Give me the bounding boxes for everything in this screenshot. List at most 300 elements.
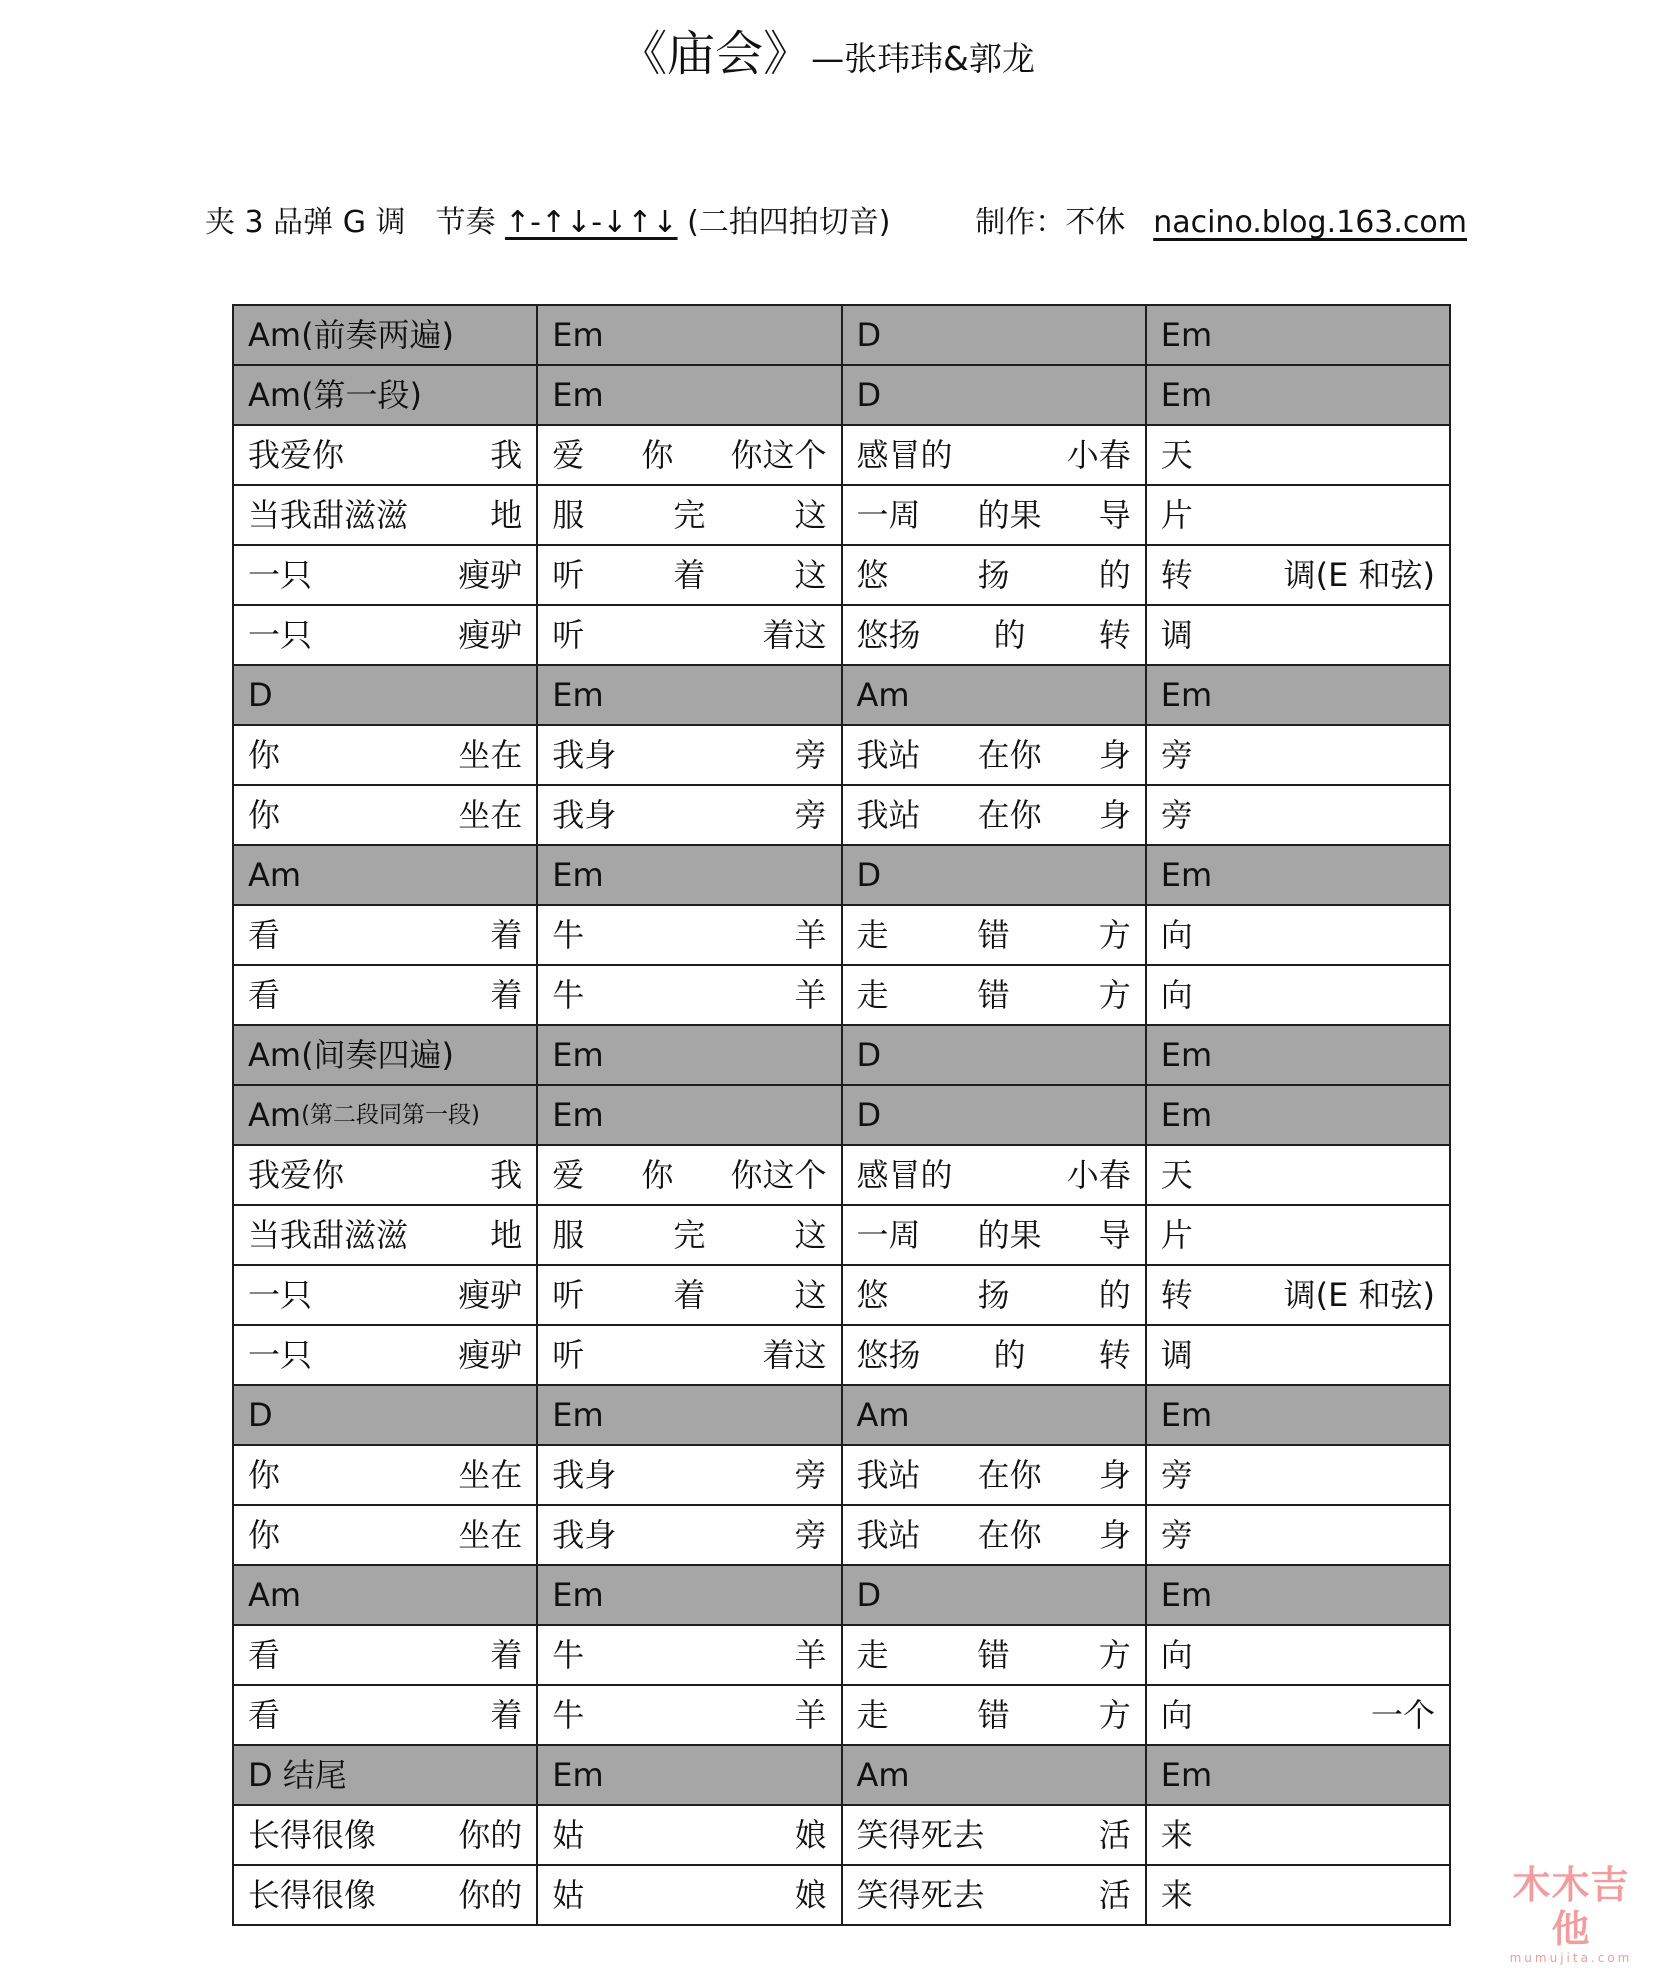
lyric-segment: 着 (673, 556, 706, 594)
chord-cell (842, 845, 1146, 905)
cell-content (552, 1216, 826, 1254)
lyric-segment: 我身 (552, 1516, 617, 1554)
lyric-segment: 一个 (1370, 1696, 1435, 1734)
lyric-segment: 转 (1160, 1276, 1193, 1314)
lyric-segment: 我爱你 (248, 1156, 345, 1194)
lyric-cell (1146, 485, 1450, 545)
chord-row (233, 1385, 1450, 1445)
watermark-sub: mumujita.com (1509, 1951, 1633, 1965)
chord-cell (842, 1085, 1146, 1145)
cell-content (857, 1756, 1131, 1794)
lyric-cell (842, 965, 1146, 1025)
cell-content (857, 736, 1131, 774)
lyric-segment: 爱 (552, 1156, 585, 1194)
chord-cell (537, 1565, 841, 1625)
lyric-segment: 的果 (977, 496, 1042, 534)
lyric-cell (1146, 1445, 1450, 1505)
lyric-segment: 扬 (977, 556, 1010, 594)
lyric-cell (842, 545, 1146, 605)
chord-cell (1146, 665, 1450, 725)
chord-text: Am (248, 856, 302, 894)
cell-content (552, 1816, 826, 1854)
cell-content (552, 1156, 826, 1194)
lyric-cell (233, 1505, 537, 1565)
chord-cell (842, 365, 1146, 425)
lyric-segment: 走 (856, 916, 889, 954)
lyric-segment: 你 (641, 436, 674, 474)
lyric-segment: 牛 (552, 1696, 585, 1734)
cell-content (248, 856, 522, 894)
chord-text: D (856, 856, 882, 894)
cell-content (552, 1096, 826, 1134)
lyric-segment: 走 (856, 1696, 889, 1734)
lyric-cell (842, 1325, 1146, 1385)
lyric-segment: 你 (641, 1156, 674, 1194)
chord-text: Am (248, 1096, 302, 1134)
lyric-segment: 旁 (1160, 796, 1193, 834)
chord-text: Em (552, 376, 604, 414)
lyric-segment: 我身 (552, 736, 617, 774)
lyric-cell (1146, 1145, 1450, 1205)
lyric-cell (233, 1145, 537, 1205)
cell-content (857, 976, 1131, 1014)
lyric-segment: 羊 (794, 916, 827, 954)
cell-content (857, 1576, 1131, 1614)
cell-content (857, 1456, 1131, 1494)
chord-cell (842, 1385, 1146, 1445)
cell-content (857, 1036, 1131, 1074)
cell-content (1161, 1816, 1435, 1854)
cell-content (857, 1396, 1131, 1434)
lyric-row (233, 785, 1450, 845)
lyric-segment: 地 (490, 1216, 523, 1254)
lyric-segment: 错 (977, 916, 1010, 954)
lyric-cell (1146, 1325, 1450, 1385)
chord-cell (233, 1745, 537, 1805)
lyric-segment: 你的 (458, 1816, 523, 1854)
lyric-cell (233, 1205, 537, 1265)
lyric-segment: 旁 (794, 1516, 827, 1554)
cell-content (1161, 496, 1435, 534)
lyric-segment: 调 (1160, 1336, 1193, 1374)
lyric-cell (537, 725, 841, 785)
lyric-segment: 的 (1098, 1276, 1131, 1314)
chord-cell (537, 365, 841, 425)
cell-content (552, 496, 826, 534)
cell-content (857, 1336, 1131, 1374)
lyric-segment: 这 (794, 556, 827, 594)
chord-cell (1146, 1565, 1450, 1625)
lyric-segment: 扬 (977, 1276, 1010, 1314)
lyric-row (233, 1265, 1450, 1325)
lyric-segment: 长得很像 (248, 1816, 377, 1854)
lyric-cell (233, 425, 537, 485)
chord-text: D (856, 1096, 882, 1134)
lyric-row (233, 425, 1450, 485)
lyric-cell (233, 545, 537, 605)
lyric-segment: 我站 (856, 796, 921, 834)
lyric-cell (1146, 1865, 1450, 1925)
cell-content (552, 796, 826, 834)
lyric-segment: 瘦驴 (458, 1276, 523, 1314)
chord-text: Em (1160, 1096, 1213, 1134)
lyric-segment: 我站 (856, 736, 921, 774)
lyric-segment: 着 (673, 1276, 706, 1314)
cell-content (248, 1096, 522, 1134)
chord-cell (537, 1085, 841, 1145)
chord-cell (233, 1565, 537, 1625)
lyric-segment: 牛 (552, 1636, 585, 1674)
lyric-cell (537, 965, 841, 1025)
chord-text: D (248, 676, 273, 714)
lyric-segment: 你 (248, 1516, 281, 1554)
lyric-segment: 小春 (1066, 1156, 1131, 1194)
lyric-cell (842, 1505, 1146, 1565)
cell-content (248, 1876, 522, 1914)
lyric-segment: 转 (1160, 556, 1193, 594)
lyric-segment: 的 (1098, 556, 1131, 594)
cell-content (552, 856, 826, 894)
cell-content (857, 916, 1131, 954)
cell-content (1161, 736, 1435, 774)
chord-row (233, 1085, 1450, 1145)
cell-content (248, 1576, 522, 1614)
lyric-segment: 悠扬 (856, 1336, 921, 1374)
lyric-cell (537, 1505, 841, 1565)
chord-cell (1146, 1745, 1450, 1805)
lyric-segment: 笑得死去 (856, 1816, 985, 1854)
lyric-cell (537, 1865, 841, 1925)
cell-content (248, 1696, 522, 1734)
lyric-cell (537, 485, 841, 545)
lyric-segment: 羊 (794, 976, 827, 1014)
lyric-cell (1146, 1265, 1450, 1325)
lyric-cell (537, 905, 841, 965)
lyric-segment: 羊 (794, 1636, 827, 1674)
chord-text: D 结尾 (248, 1756, 347, 1794)
cell-content (1161, 1276, 1435, 1314)
cell-content (552, 616, 826, 654)
lyric-cell (1146, 1625, 1450, 1685)
lyric-cell (233, 1805, 537, 1865)
chord-text: Am(第一段) (248, 376, 423, 414)
chord-cell (537, 1025, 841, 1085)
cell-content (552, 1396, 826, 1434)
lyric-segment: 看 (248, 1636, 281, 1674)
lyric-row (233, 1685, 1450, 1745)
lyric-segment: 服 (552, 496, 585, 534)
cell-content (857, 1696, 1131, 1734)
chord-chart-table (232, 304, 1451, 1926)
lyric-cell (233, 1625, 537, 1685)
lyric-segment: 悠 (856, 556, 889, 594)
lyric-segment: 看 (248, 1696, 281, 1734)
lyric-segment: 悠 (856, 1276, 889, 1314)
lyric-segment: 旁 (794, 796, 827, 834)
lyric-segment: 着这 (762, 1336, 827, 1374)
cell-content (857, 1096, 1131, 1134)
cell-content (248, 436, 522, 474)
cell-content (552, 316, 826, 354)
lyric-segment: 瘦驴 (458, 1336, 523, 1374)
cell-content (857, 556, 1131, 594)
chord-cell (842, 1025, 1146, 1085)
song-info-bar (205, 198, 1467, 248)
lyric-segment: 听 (552, 1336, 585, 1374)
cell-content (552, 556, 826, 594)
cell-content (248, 1276, 522, 1314)
chord-text: Em (1160, 316, 1213, 354)
lyric-segment: 牛 (552, 976, 585, 1014)
lyric-cell (842, 1205, 1146, 1265)
lyric-segment: 一周 (856, 1216, 921, 1254)
cell-content (1161, 436, 1435, 474)
lyric-segment: 坐在 (458, 796, 523, 834)
lyric-segment: 牛 (552, 916, 585, 954)
lyric-cell (842, 1265, 1146, 1325)
cell-content (857, 616, 1131, 654)
lyric-segment: 导 (1098, 1216, 1131, 1254)
cell-content (552, 1456, 826, 1494)
cell-content (857, 1516, 1131, 1554)
cell-content (552, 1336, 826, 1374)
lyric-segment: 旁 (794, 1456, 827, 1494)
cell-content (1161, 1636, 1435, 1674)
lyric-segment: 当我甜滋滋 (248, 496, 409, 534)
lyric-segment: 娘 (794, 1876, 827, 1914)
lyric-segment: 向 (1160, 1636, 1193, 1674)
cell-content (1161, 616, 1435, 654)
chord-cell (537, 305, 841, 365)
lyric-segment: 我 (490, 436, 523, 474)
lyric-cell (1146, 785, 1450, 845)
lyric-cell (1146, 1205, 1450, 1265)
cell-content (857, 1216, 1131, 1254)
lyric-cell (537, 1325, 841, 1385)
lyric-cell (233, 485, 537, 545)
lyric-segment: 我站 (856, 1456, 921, 1494)
cell-content (857, 796, 1131, 834)
lyric-row (233, 605, 1450, 665)
cell-content (248, 1156, 522, 1194)
cell-content (857, 436, 1131, 474)
lyric-segment: 的 (993, 616, 1026, 654)
lyric-cell (537, 1445, 841, 1505)
lyric-segment: 这 (794, 496, 827, 534)
cell-content (248, 1216, 522, 1254)
chord-cell (233, 365, 537, 425)
cell-content (857, 1876, 1131, 1914)
site-link[interactable]: nacino.blog.163.com (1153, 205, 1467, 240)
lyric-cell (233, 965, 537, 1025)
chord-text: Em (552, 1096, 604, 1134)
cell-content (248, 496, 522, 534)
lyric-segment: 坐在 (458, 1516, 523, 1554)
lyric-cell (842, 605, 1146, 665)
lyric-row (233, 1865, 1450, 1925)
cell-content (552, 1696, 826, 1734)
chord-cell (1146, 845, 1450, 905)
chord-row (233, 665, 1450, 725)
lyric-cell (537, 1625, 841, 1685)
lyric-segment: 调 (1160, 616, 1193, 654)
lyric-segment: 向 (1160, 916, 1193, 954)
chord-text: Em (552, 1396, 604, 1434)
chord-text: D (856, 1576, 882, 1614)
lyric-cell (537, 1205, 841, 1265)
chord-text: Am(前奏两遍) (248, 316, 455, 354)
cell-content (857, 1816, 1131, 1854)
lyric-segment: 我 (490, 1156, 523, 1194)
lyric-row (233, 1145, 1450, 1205)
lyric-row (233, 905, 1450, 965)
cell-content (552, 436, 826, 474)
lyric-segment: 一只 (248, 556, 313, 594)
capo-key: 夹 3 品弹 G 调 (205, 205, 406, 240)
chord-text: D (248, 1396, 273, 1434)
cell-content (248, 796, 522, 834)
lyric-cell (537, 425, 841, 485)
lyric-cell (842, 1445, 1146, 1505)
lyric-row (233, 1205, 1450, 1265)
cell-content (1161, 1696, 1435, 1734)
lyric-segment: 来 (1160, 1816, 1193, 1854)
lyric-row (233, 725, 1450, 785)
cell-content (248, 376, 522, 414)
chord-text: Em (552, 856, 604, 894)
lyric-segment: 当我甜滋滋 (248, 1216, 409, 1254)
lyric-segment: 我身 (552, 796, 617, 834)
lyric-segment: 转 (1098, 616, 1131, 654)
chord-text: D (856, 376, 882, 414)
lyric-cell (537, 1145, 841, 1205)
lyric-row (233, 965, 1450, 1025)
cell-content (1161, 1876, 1435, 1914)
lyric-segment: 感冒的 (856, 1156, 953, 1194)
chord-cell (233, 1085, 537, 1145)
lyric-cell (1146, 605, 1450, 665)
lyric-cell (842, 1865, 1146, 1925)
lyric-segment: 着这 (762, 616, 827, 654)
chord-text: (第二段同第一段) (301, 1102, 481, 1128)
lyric-row (233, 1625, 1450, 1685)
chord-cell (842, 1565, 1146, 1625)
cell-content (1161, 556, 1435, 594)
lyric-segment: 完 (673, 1216, 706, 1254)
lyric-segment: 方 (1098, 1636, 1131, 1674)
lyric-segment: 片 (1160, 496, 1193, 534)
cell-content (1161, 796, 1435, 834)
lyric-segment: 的 (993, 1336, 1026, 1374)
cell-content (1161, 916, 1435, 954)
chord-cell (233, 305, 537, 365)
lyric-segment: 娘 (794, 1816, 827, 1854)
lyric-cell (842, 905, 1146, 965)
lyric-row (233, 1805, 1450, 1865)
lyric-segment: 听 (552, 1276, 585, 1314)
lyric-segment: 着 (490, 1696, 523, 1734)
chord-text: Em (1160, 376, 1213, 414)
cell-content (1161, 376, 1435, 414)
cell-content (248, 556, 522, 594)
cell-content (552, 1036, 826, 1074)
lyric-cell (233, 785, 537, 845)
cell-content (248, 916, 522, 954)
lyric-segment: 转 (1098, 1336, 1131, 1374)
chord-cell (842, 305, 1146, 365)
cell-content (248, 1336, 522, 1374)
lyric-segment: 看 (248, 976, 281, 1014)
chord-text: Em (1160, 676, 1213, 714)
lyric-segment: 我站 (856, 1516, 921, 1554)
lyric-segment: 旁 (794, 736, 827, 774)
lyric-segment: 着 (490, 1636, 523, 1674)
lyric-segment: 小春 (1066, 436, 1131, 474)
chord-cell (537, 1745, 841, 1805)
lyric-cell (1146, 725, 1450, 785)
cell-content (1161, 1336, 1435, 1374)
chord-cell (1146, 305, 1450, 365)
lyric-cell (842, 1625, 1146, 1685)
lyric-cell (537, 605, 841, 665)
author-credit: 制作：不休 (975, 205, 1126, 240)
lyric-segment: 着 (490, 976, 523, 1014)
lyric-segment: 看 (248, 916, 281, 954)
chord-cell (1146, 365, 1450, 425)
chord-cell (537, 1385, 841, 1445)
lyric-segment: 你的 (458, 1876, 523, 1914)
lyric-row (233, 1325, 1450, 1385)
cell-content (248, 736, 522, 774)
chord-text: Am (856, 676, 910, 714)
chord-row (233, 1025, 1450, 1085)
cell-content (1161, 1156, 1435, 1194)
cell-content (1161, 1216, 1435, 1254)
chord-row (233, 1565, 1450, 1625)
lyric-cell (1146, 1505, 1450, 1565)
lyric-segment: 导 (1098, 496, 1131, 534)
lyric-cell (1146, 425, 1450, 485)
cell-content (552, 1876, 826, 1914)
lyric-segment: 爱 (552, 436, 585, 474)
lyric-segment: 向 (1160, 1696, 1193, 1734)
song-title (0, 18, 1654, 95)
lyric-cell (842, 785, 1146, 845)
lyric-segment: 身 (1098, 1456, 1131, 1494)
cell-content (248, 1816, 522, 1854)
chord-text: Am (856, 1396, 910, 1434)
lyric-segment: 感冒的 (856, 436, 953, 474)
lyric-segment: 天 (1160, 1156, 1193, 1194)
rhythm-pattern: ↑-↑↓-↓↑↓ (505, 205, 678, 240)
chord-text: Em (552, 1576, 604, 1614)
cell-content (1161, 1576, 1435, 1614)
lyric-segment: 错 (977, 976, 1010, 1014)
cell-content (1161, 1456, 1435, 1494)
lyric-cell (1146, 545, 1450, 605)
cell-content (1161, 1516, 1435, 1554)
cell-content (552, 1576, 826, 1614)
lyric-segment: 在你 (977, 796, 1042, 834)
chord-text: Em (1160, 1576, 1213, 1614)
lyric-segment: 听 (552, 616, 585, 654)
lyric-segment: 我爱你 (248, 436, 345, 474)
cell-content (857, 316, 1131, 354)
lyric-segment: 的果 (977, 1216, 1042, 1254)
lyric-segment: 地 (490, 496, 523, 534)
info-right (975, 198, 1467, 248)
chord-text: Em (552, 1756, 604, 1794)
